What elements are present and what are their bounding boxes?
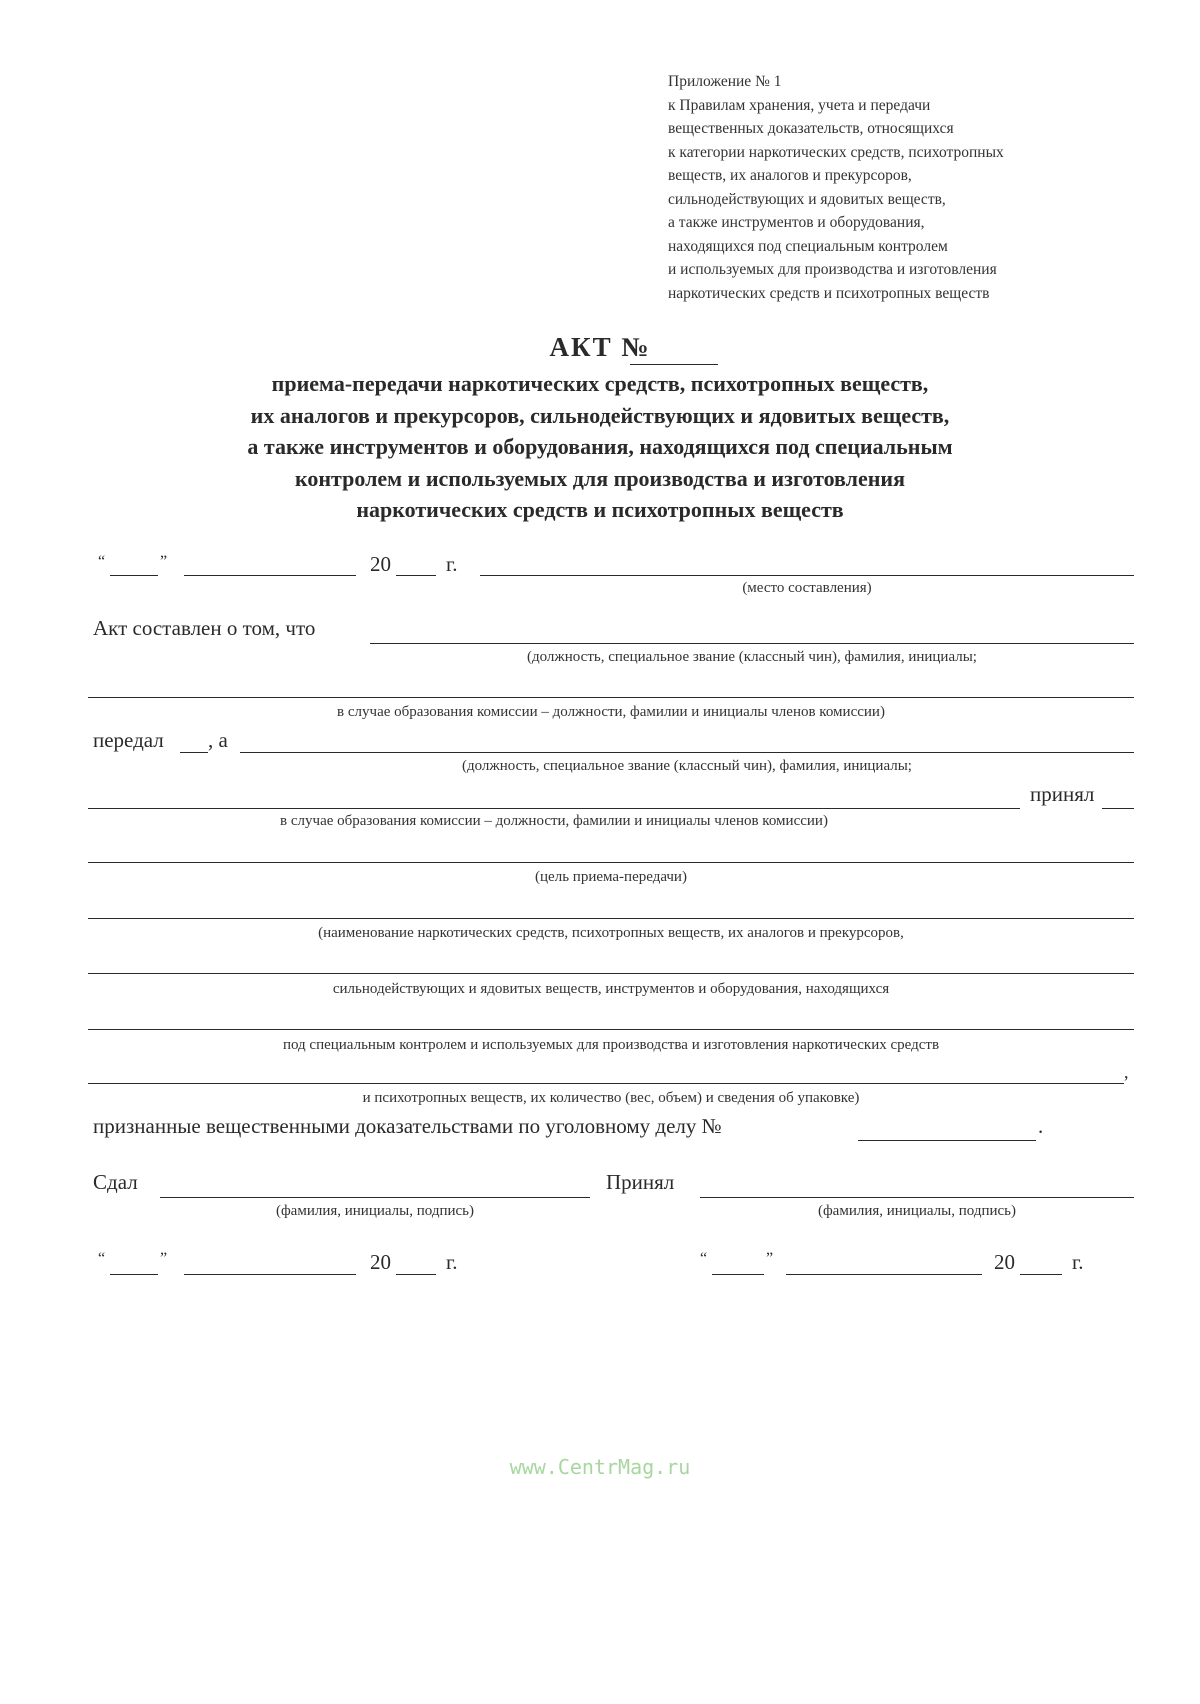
purpose-field[interactable] [88, 862, 1134, 863]
year-suffix: г. [1072, 1250, 1084, 1274]
person-caption: (должность, специальное звание (классный чин), фамилия, инициалы; [527, 649, 977, 665]
accepted-label: принял [1030, 782, 1095, 806]
received-date-day-field[interactable] [712, 1274, 764, 1275]
items-field-1[interactable] [88, 918, 1134, 919]
act-title [60, 368, 1140, 526]
annex-line: сильнодействующих и ядовитых веществ, [668, 190, 946, 208]
handed-date-year-field[interactable] [396, 1274, 436, 1275]
items-field-2[interactable] [88, 973, 1134, 974]
recognized-text: признанные вещественными доказательствами по уголовному делу № [93, 1114, 722, 1138]
year-prefix: 20 [994, 1250, 1015, 1274]
purpose-caption: (цель приема-передачи) [535, 869, 687, 885]
act-composed-label: Акт составлен о том, что [93, 616, 316, 640]
composer-field[interactable] [370, 643, 1134, 644]
year-suffix: г. [446, 1250, 458, 1274]
title-line: приема-передачи наркотических средств, психотропных веществ, [271, 371, 929, 396]
transferred-suffix: , а [208, 728, 228, 752]
transferred-ending-field[interactable] [180, 752, 208, 753]
title-line: наркотических средств и психотропных веществ [356, 497, 844, 522]
open-quote: “ [98, 1250, 106, 1267]
transferring-person-field[interactable] [240, 752, 1134, 753]
items-caption-4: и психотропных веществ, их количество (вес, объем) и сведения об упаковке) [362, 1090, 860, 1106]
signature-caption: (фамилия, инициалы, подпись) [275, 1203, 475, 1219]
annex-line: наркотических средств и психотропных веществ [668, 284, 990, 302]
handed-date-month-field[interactable] [184, 1274, 356, 1275]
annex-line: находящихся под специальным контролем [668, 237, 948, 255]
year-suffix: г. [446, 552, 458, 576]
items-caption-1: (наименование наркотических средств, психотропных веществ, их аналогов и прекурсоров, [318, 925, 904, 941]
title-line: контролем и используемых для производства и изготовления [294, 465, 906, 491]
composer-field-continued[interactable] [88, 697, 1134, 698]
handed-over-label: Сдал [93, 1170, 138, 1194]
received-date-month-field[interactable] [786, 1274, 982, 1275]
items-caption-2: сильнодействующих и ядовитых веществ, инструментов и оборудования, находящихся [332, 981, 890, 997]
annex-line: Приложение № 1 [668, 73, 782, 90]
place-caption: (место составления) [742, 580, 872, 596]
annex-line: к Правилам хранения, учета и передачи [668, 96, 931, 114]
items-field-3[interactable] [88, 1029, 1134, 1030]
date-day-field[interactable] [110, 575, 158, 576]
act-number-field[interactable] [630, 364, 718, 365]
act-heading: АКТ № [549, 332, 651, 362]
recognized-end: . [1038, 1114, 1044, 1138]
items-caption-3: под специальным контролем и используемых для производства и изготовления наркотических средств [282, 1037, 940, 1053]
open-quote: “ [98, 553, 106, 570]
annex-line: вещественных доказательств, относящихся [668, 120, 954, 137]
handed-date-day-field[interactable] [110, 1274, 158, 1275]
annex-block [668, 70, 1138, 305]
date-month-field[interactable] [184, 575, 356, 576]
year-prefix: 20 [370, 552, 391, 576]
line-end-comma: , [1124, 1062, 1129, 1082]
case-number-field[interactable] [858, 1140, 1036, 1141]
items-field-4[interactable] [88, 1083, 1124, 1084]
handed-over-signature-field[interactable] [160, 1197, 590, 1198]
transferred-label: передал [93, 728, 164, 752]
watermark: www.CentrMag.ru [509, 1455, 691, 1479]
close-quote: ” [160, 553, 168, 570]
commission-caption: в случае образования комиссии – должности, фамилии и инициалы членов комиссии) [280, 813, 828, 829]
received-label: Принял [606, 1170, 675, 1194]
title-line: а также инструментов и оборудования, находящихся под специальным [247, 434, 953, 459]
signature-caption: (фамилия, инициалы, подпись) [817, 1203, 1017, 1219]
accepted-ending-field[interactable] [1102, 808, 1134, 809]
open-quote: “ [700, 1250, 708, 1267]
annex-line: и используемых для производства и изготовления [668, 261, 997, 278]
title-line: их аналогов и прекурсоров, сильнодействующих и ядовитых веществ, [250, 402, 950, 428]
date-year-field[interactable] [396, 575, 436, 576]
received-date-year-field[interactable] [1020, 1274, 1062, 1275]
annex-line: а также инструментов и оборудования, [668, 214, 925, 231]
person-caption: (должность, специальное звание (классный чин), фамилия, инициалы; [462, 758, 912, 774]
transferring-person-field-continued[interactable] [88, 808, 1020, 809]
place-field[interactable] [480, 575, 1134, 576]
annex-line: веществ, их аналогов и прекурсоров, [668, 167, 912, 184]
year-prefix: 20 [370, 1250, 391, 1274]
annex-line: к категории наркотических средств, психотропных [668, 143, 1004, 161]
close-quote: ” [766, 1250, 774, 1267]
received-signature-field[interactable] [700, 1197, 1134, 1198]
commission-caption: в случае образования комиссии – должности, фамилии и инициалы членов комиссии) [337, 704, 885, 720]
close-quote: ” [160, 1250, 168, 1267]
